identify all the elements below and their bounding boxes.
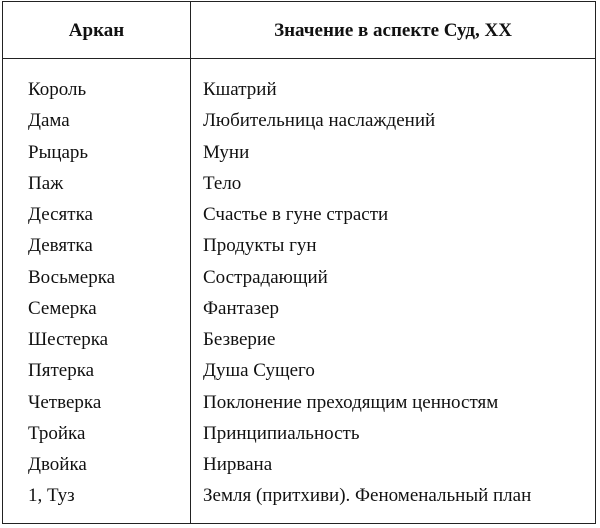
arcana-name: Паж xyxy=(28,172,64,194)
arcana-meaning: Поклонение преходящим ценностям xyxy=(203,391,499,413)
arcana-name: Двойка xyxy=(28,454,87,475)
table-row xyxy=(3,355,595,386)
table-row xyxy=(3,324,595,355)
table-header-row xyxy=(3,2,595,59)
arcana-meaning: Душа Сущего xyxy=(203,360,315,382)
table-row xyxy=(3,418,595,449)
header-arcana: Аркан xyxy=(68,20,125,41)
arcana-meaning: Продукты гун xyxy=(203,235,317,257)
arcana-name: Семерка xyxy=(28,297,97,319)
arcana-table xyxy=(2,1,596,524)
table-row xyxy=(3,137,595,168)
arcana-name: Восьмерка xyxy=(28,266,116,288)
arcana-name: Девятка xyxy=(28,235,93,257)
arcana-name: Дама xyxy=(28,110,70,132)
arcana-meaning: Земля (притхиви). Феноменальный план xyxy=(203,485,532,507)
arcana-meaning: Тело xyxy=(203,172,242,194)
table-row xyxy=(3,168,595,199)
arcana-name: Рыцарь xyxy=(28,141,89,163)
arcana-name: Тройка xyxy=(28,422,86,444)
arcana-meaning: Муни xyxy=(203,141,250,163)
arcana-name: Король xyxy=(28,79,87,100)
arcana-meaning: Нирвана xyxy=(203,454,273,475)
arcana-meaning: Счастье в гуне страсти xyxy=(203,204,389,225)
arcana-meaning: Фантазер xyxy=(203,297,280,319)
table-row xyxy=(3,262,595,293)
arcana-name: Четверка xyxy=(28,391,102,413)
table-row xyxy=(3,105,595,136)
table-row xyxy=(3,230,595,261)
arcana-name: 1, Туз xyxy=(28,485,75,507)
table-row xyxy=(3,449,595,480)
table-row xyxy=(3,199,595,230)
arcana-meaning: Безверие xyxy=(203,329,276,350)
arcana-meaning: Принципиальность xyxy=(203,422,360,444)
table-row xyxy=(3,480,595,511)
arcana-name: Шестерка xyxy=(28,329,109,350)
arcana-meaning: Кшатрий xyxy=(203,79,277,100)
header-meaning: Значение в аспекте Суд, XX xyxy=(274,20,512,41)
table-row xyxy=(3,293,595,324)
table-row xyxy=(3,387,595,418)
table-row xyxy=(3,74,595,105)
arcana-name: Десятка xyxy=(28,204,93,225)
table-body xyxy=(3,74,595,512)
arcana-name: Пятерка xyxy=(28,360,95,382)
arcana-meaning: Любительница наслаждений xyxy=(203,110,436,132)
arcana-meaning: Сострадающий xyxy=(203,266,328,288)
